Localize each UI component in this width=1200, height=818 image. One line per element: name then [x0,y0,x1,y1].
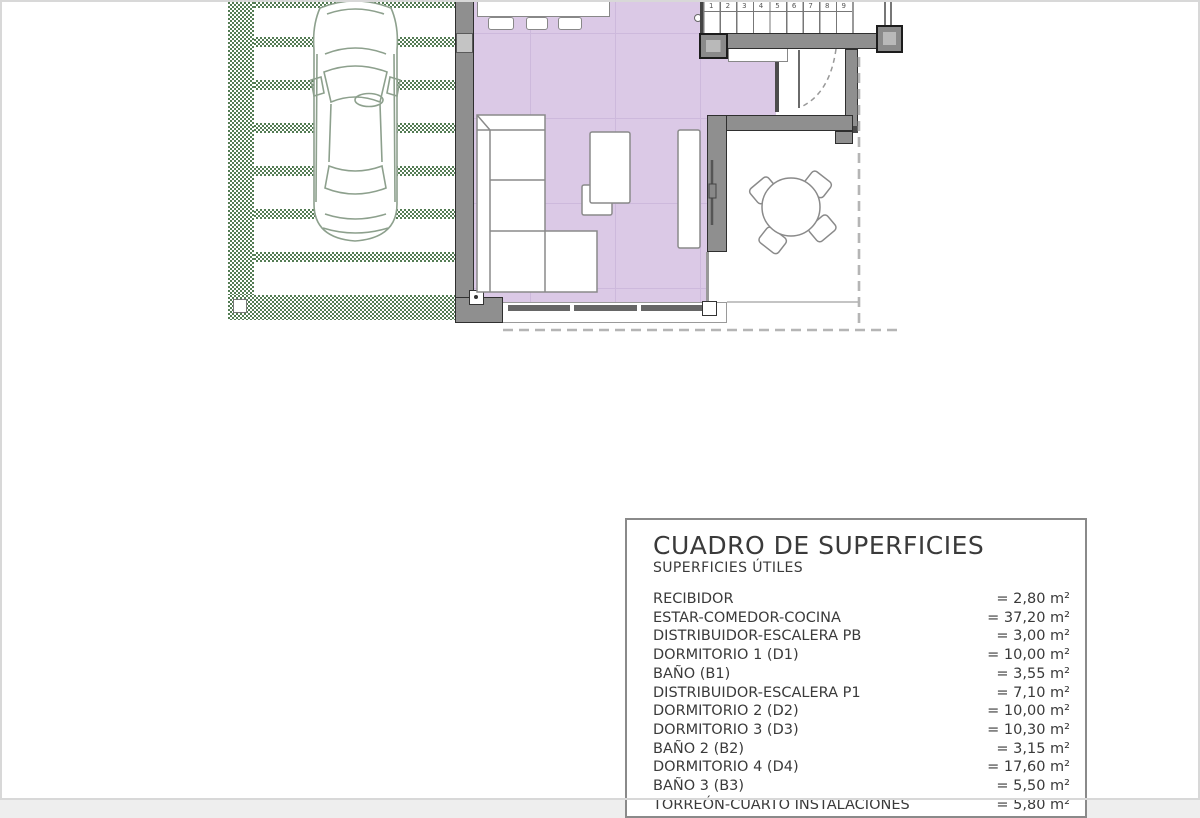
stair-step-number: 3 [742,2,747,10]
stair-step-number: 1 [709,2,714,10]
surface-table-subtitle: SUPERFICIES ÚTILES [653,560,804,576]
surface-row [653,646,1070,665]
stair-step-number: 8 [824,2,830,10]
room-label: BAÑO (B1) [653,665,731,682]
floor-plan [0,0,1200,360]
room-area-value: = 5,50 m² [996,778,1070,795]
surface-row [653,590,1070,609]
tv-sideboard [678,130,700,248]
room-label: DORMITORIO 4 (D4) [653,759,799,776]
stair-step-number: 9 [841,2,847,10]
room-label: DORMITORIO 1 (D1) [653,647,799,664]
door-swing-arc [801,49,836,107]
plan-vector-overlay [0,0,1200,360]
surface-table [625,518,1087,818]
surface-row [653,796,1070,815]
surface-row [653,609,1070,628]
room-label: DISTRIBUIDOR-ESCALERA PB [653,628,862,645]
room-area-value: = 3,55 m² [996,665,1070,682]
stair-step-number: 5 [775,2,780,10]
dining-table [762,178,820,236]
room-area-value: = 3,00 m² [996,628,1070,645]
room-label: DORMITORIO 2 (D2) [653,703,799,720]
room-area-value: = 10,00 m² [987,647,1070,664]
surface-row [653,758,1070,777]
dining-set [748,170,838,256]
room-label: RECIBIDOR [653,591,734,607]
surface-table-title: CUADRO DE SUPERFICIES [653,531,985,560]
room-area-value: = 10,00 m² [987,703,1070,720]
stair-step-number: 4 [758,2,764,10]
room-area-value: = 7,10 m² [996,684,1070,701]
stair-step-number: 7 [808,2,813,10]
room-area-value: = 10,30 m² [987,721,1070,738]
surface-row [653,702,1070,721]
room-area-value: = 3,15 m² [996,740,1070,757]
room-area-value: = 2,80 m² [996,591,1070,607]
tv-mount [709,184,716,198]
surface-row [653,740,1070,759]
room-label: ESTAR-COMEDOR-COCINA [653,609,841,626]
room-area-value: = 5,80 m² [996,796,1070,813]
room-label: BAÑO 2 (B2) [653,740,745,757]
surface-row [653,665,1070,684]
stair-step-number: 6 [791,2,797,10]
surface-row [653,684,1070,703]
room-label: DORMITORIO 3 (D3) [653,721,799,738]
car-top-view [311,1,400,241]
room-label: DISTRIBUIDOR-ESCALERA P1 [653,684,861,701]
sofa [477,115,597,292]
room-label: BAÑO 3 (B3) [653,778,745,795]
surface-row [653,627,1070,646]
room-area-value: = 17,60 m² [987,759,1070,776]
surface-row [653,721,1070,740]
surface-table-rows [653,590,1070,814]
room-area-value: = 37,20 m² [987,609,1070,626]
coffee-table [590,132,630,203]
surface-row [653,777,1070,796]
stair-step-number: 2 [725,2,731,10]
room-label: TORREÓN-CUARTO INSTALACIONES [653,796,910,813]
